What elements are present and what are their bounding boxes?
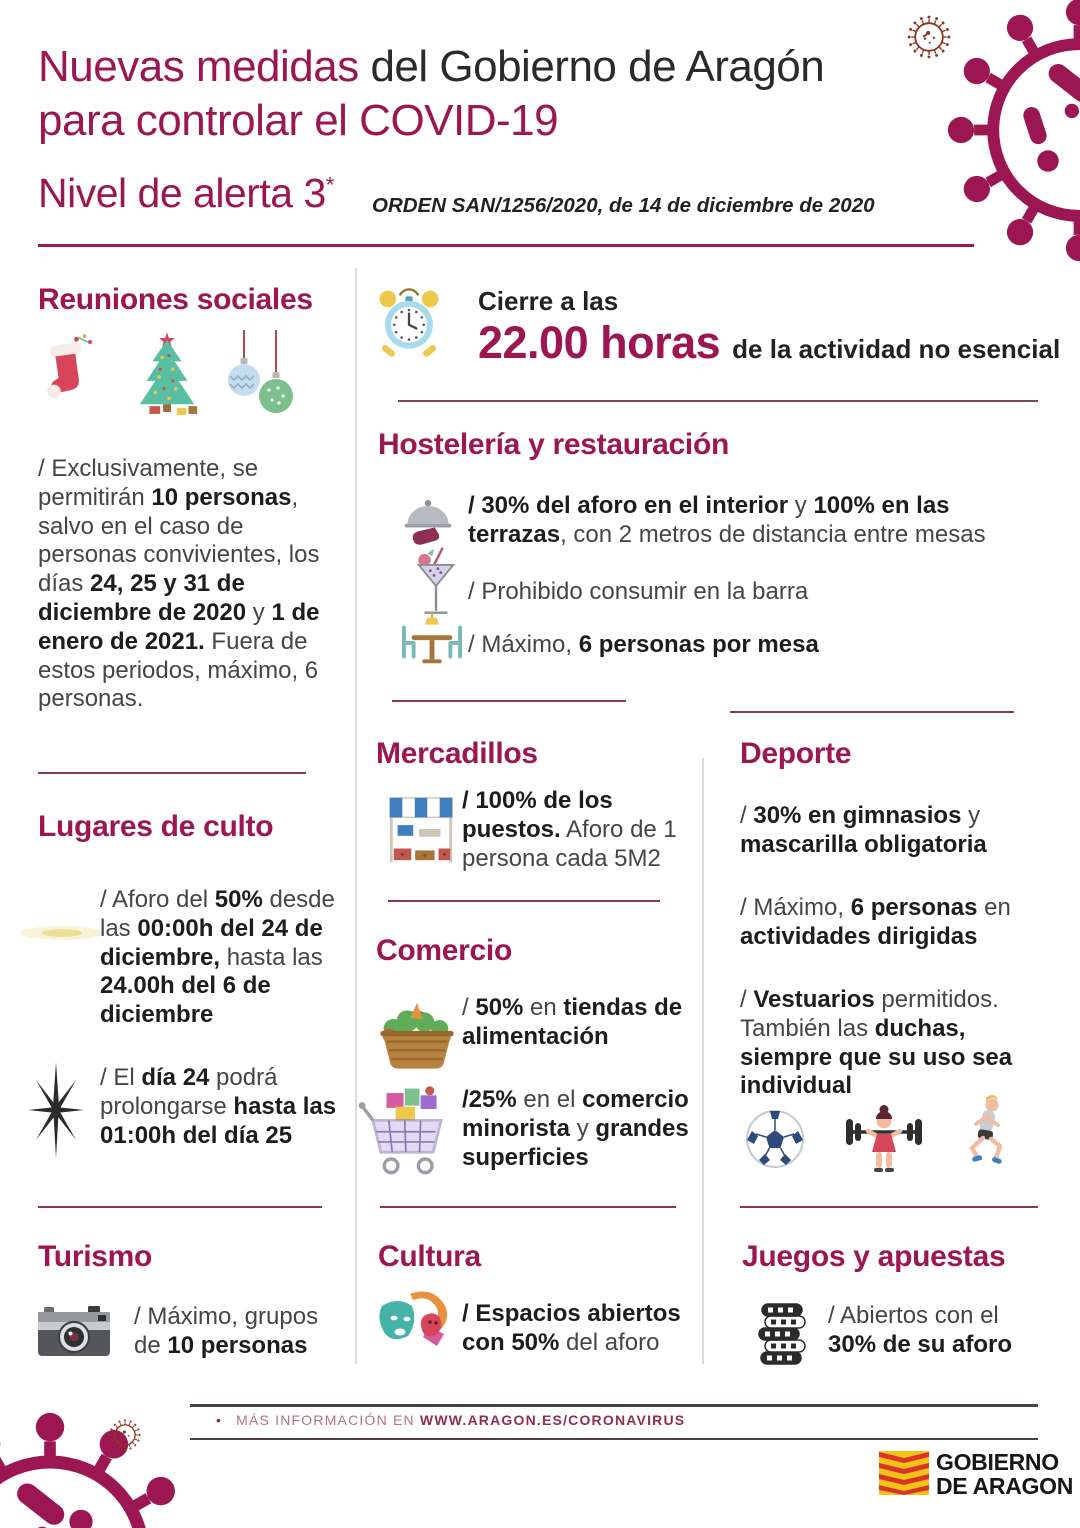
market-stall-icon xyxy=(384,792,458,868)
section-divider xyxy=(380,1206,676,1208)
closure-intro: Cierre a las xyxy=(478,286,619,316)
footer-url[interactable]: WWW.ARAGON.ES/CORONAVIRUS xyxy=(419,1412,686,1428)
comercio-item-text: / 50% en tiendas de alimentación xyxy=(462,994,683,1050)
christmas-tree-icon xyxy=(130,330,204,420)
virus-icon xyxy=(0,1400,205,1528)
virus-outline-icon xyxy=(106,1416,144,1454)
section-title-turismo: Turismo xyxy=(38,1240,153,1273)
alert-level-text: Nivel de alerta 3 xyxy=(38,170,326,216)
logo-line2: DE ARAGON xyxy=(936,1473,1074,1500)
section-divider xyxy=(38,772,306,774)
closure-banner xyxy=(478,286,1060,369)
culto-item-text: / Aforo del 50% desde las 00:00h del 24 de diciembre, hasta las 24.00h del 6 de diciembre xyxy=(100,886,335,1029)
reuniones-text: / Exclusivamente, se permitirán 10 personas, salvo en el caso de personas convivientes, los días 24, 25 y 31 de diciembre de 2020 y 1 de enero de 2021. Fuera de estos periodos, máximo, 6 personas. xyxy=(38,455,320,713)
closure-rest: de la actividad no esencial xyxy=(732,334,1061,364)
gobierno-aragon-logo xyxy=(878,1450,1073,1498)
turismo-item-text: / Máximo, grupos de 10 personas xyxy=(134,1303,319,1359)
christmas-stocking-icon xyxy=(42,330,100,412)
running-icon xyxy=(952,1094,1016,1170)
section-divider xyxy=(740,1206,1038,1208)
section-title-reuniones: Reuniones sociales xyxy=(38,283,313,316)
section-divider xyxy=(730,711,1014,713)
closure-time-line xyxy=(478,317,1060,369)
closure-time: 22.00 horas xyxy=(478,317,721,368)
logo-text xyxy=(936,1450,1073,1498)
footer-divider xyxy=(190,1404,1038,1407)
deporte-item-text: / Máximo, 6 personas en actividades dirigidas xyxy=(740,894,1011,950)
bethlehem-star-icon xyxy=(28,1062,84,1158)
alert-asterisk: * xyxy=(325,172,334,198)
food-basket-icon xyxy=(376,992,458,1074)
section-title-deporte: Deporte xyxy=(740,737,852,770)
culto-item-text: / El día 24 podrá prolongarse hasta las 01:00h del día 25 xyxy=(100,1064,337,1149)
footer-info-label: MÁS INFORMACIÓN EN xyxy=(236,1412,420,1428)
alert-level xyxy=(38,170,334,217)
section-title-culto: Lugares de culto xyxy=(38,810,274,843)
weightlifting-icon xyxy=(844,1102,924,1174)
section-divider xyxy=(398,400,1038,402)
alarm-clock-icon xyxy=(374,282,444,362)
aragon-flag-icon xyxy=(878,1450,930,1496)
footer-info xyxy=(216,1412,976,1428)
hosteleria-item-text: / Máximo, 6 personas por mesa xyxy=(468,631,819,658)
poker-chips-icon xyxy=(752,1292,812,1368)
section-title-juegos: Juegos y apuestas xyxy=(742,1240,1006,1273)
virus-icon xyxy=(936,0,1080,273)
hosteleria-item-text: / Prohibido consumir en la barra xyxy=(468,578,809,605)
deporte-item-text: / 30% en gimnasios y mascarilla obligatoria xyxy=(740,802,987,858)
cultura-item-text: / Espacios abiertos con 50% del aforo xyxy=(462,1300,681,1356)
order-reference: ORDEN SAN/1256/2020, de 14 de diciembre de 2020 xyxy=(372,194,875,217)
mercadillos-item-text: / 100% de los puestos. Aforo de 1 persona cada 5M2 xyxy=(462,787,677,872)
soccer-ball-icon xyxy=(744,1108,806,1170)
deporte-item-text: / Vestuarios permitidos. También las duchas, siempre que su uso sea individual xyxy=(740,986,1013,1100)
table-chairs-icon xyxy=(399,612,465,672)
section-title-comercio: Comercio xyxy=(376,934,512,967)
shopping-cart-icon xyxy=(358,1084,456,1184)
page-title: Nuevas medidas del Gobierno de Aragón para controlar el COVID-19 xyxy=(38,42,825,145)
theater-masks-icon xyxy=(376,1288,456,1360)
section-divider xyxy=(38,1206,322,1208)
column-divider xyxy=(355,268,357,1364)
section-title-cultura: Cultura xyxy=(378,1240,481,1273)
bullet: • xyxy=(216,1412,223,1428)
section-title-hosteleria: Hostelería y restauración xyxy=(378,428,729,461)
header-divider xyxy=(38,244,974,247)
logo-line1: GOBIERNO xyxy=(936,1449,1059,1475)
juegos-item-text: / Abiertos con el 30% de su aforo xyxy=(828,1302,1013,1358)
comercio-item-text: /25% en el comercio minorista y grandes superficies xyxy=(462,1086,689,1171)
section-divider xyxy=(388,900,660,902)
section-title-mercadillos: Mercadillos xyxy=(376,737,538,770)
footer-divider xyxy=(190,1438,1038,1440)
camera-icon xyxy=(36,1304,112,1360)
serving-dish-icon xyxy=(400,490,456,552)
hosteleria-item-text: / 30% del aforo en el interior y 100% en las terrazas, con 2 metros de distancia entre mesas xyxy=(468,492,986,548)
candle-glow-icon xyxy=(16,918,108,948)
christmas-baubles-icon xyxy=(222,330,298,422)
section-divider xyxy=(392,700,626,702)
